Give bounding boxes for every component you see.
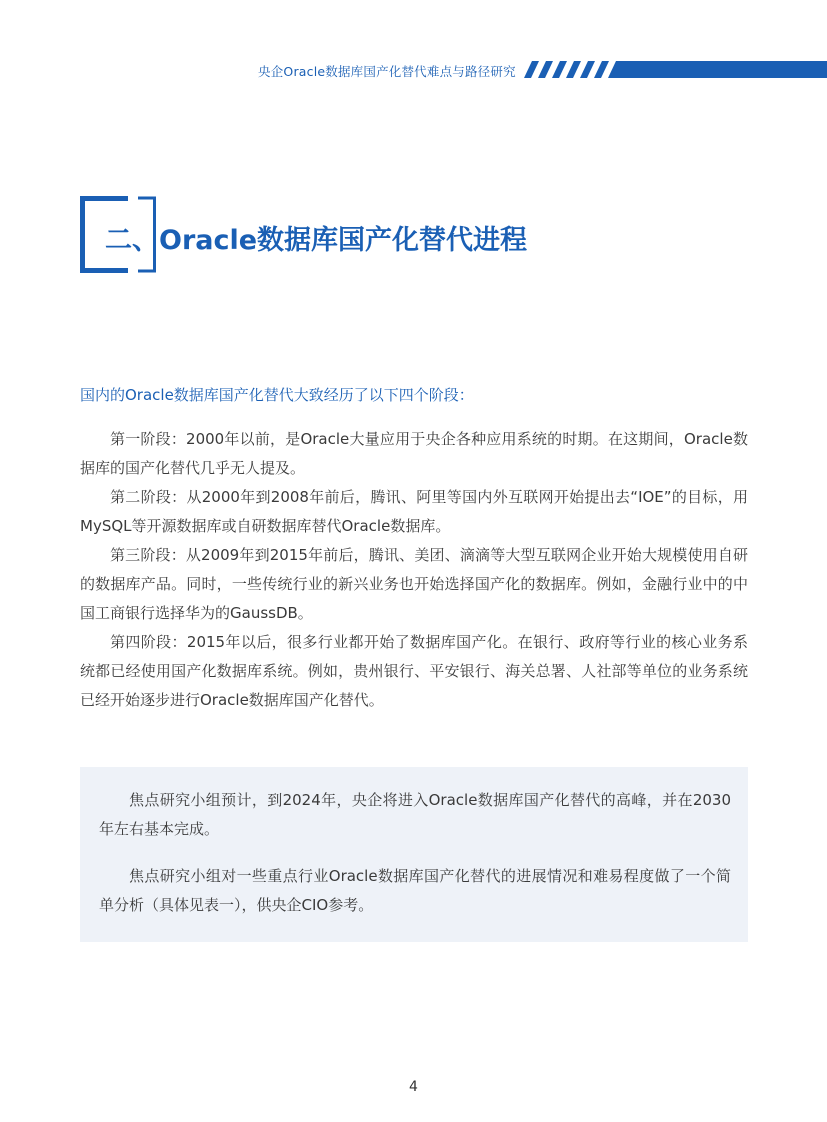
paragraph-stage-1: 第一阶段：2000年以前，是Oracle大量应用于央企各种应用系统的时期。在这期间，Oracle数据库的国产化替代几乎无人提及。 xyxy=(80,430,748,477)
body-text xyxy=(80,425,748,715)
callout-paragraph-analysis: 焦点研究小组对一些重点行业Oracle数据库国产化替代的进展情况和难易程度做了一个简单分析（具体见表一），供央企CIO参考。 xyxy=(99,867,731,914)
callout-paragraph-forecast: 焦点研究小组预计，到2024年，央企将进入Oracle数据库国产化替代的高峰，并在2030年左右基本完成。 xyxy=(99,791,731,838)
intro-heading: 国内的Oracle数据库国产化替代大致经历了以下四个阶段： xyxy=(80,386,474,404)
running-header-title: 央企Oracle数据库国产化替代难点与路径研究 xyxy=(258,64,516,79)
callout-box xyxy=(80,767,748,942)
paragraph-stage-2: 第二阶段：从2000年到2008年前后，腾讯、阿里等国内外互联网开始提出去“IOE”的目标，用MySQL等开源数据库或自研数据库替代Oracle数据库。 xyxy=(80,488,748,535)
section-title: 二、Oracle数据库国产化替代进程 xyxy=(105,225,528,256)
paragraph-stage-3: 第三阶段：从2009年到2015年前后，腾讯、美团、滴滴等大型互联网企业开始大规模使用自研的数据库产品。同时，一些传统行业的新兴业务也开始选择国产化的数据库。例如，金融行业中的中国工商银行选择华为的GaussDB。 xyxy=(80,546,748,622)
header-stripe-decoration xyxy=(524,61,827,79)
paragraph-stage-4: 第四阶段：2015年以后，很多行业都开始了数据库国产化。在银行、政府等行业的核心业务系统都已经使用国产化数据库系统。例如，贵州银行、平安银行、海关总署、人社部等单位的业务系统已经开始逐步进行Oracle数据库国产化替代。 xyxy=(80,633,748,709)
page-number: 4 xyxy=(409,1079,418,1095)
